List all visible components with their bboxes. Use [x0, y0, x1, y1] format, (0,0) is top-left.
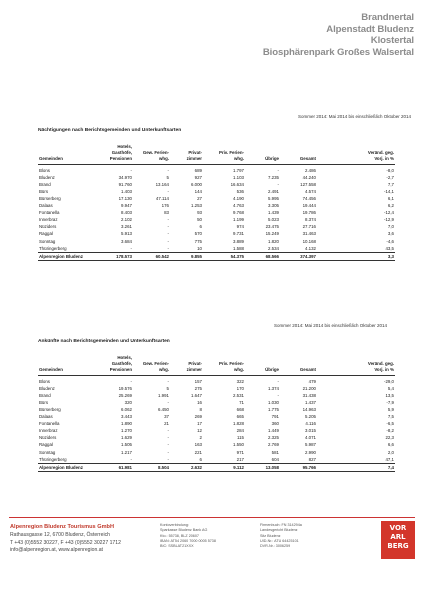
row-gemeinde: Thüringerberg — [39, 456, 67, 462]
row-value: 1.550 — [233, 442, 244, 448]
row-value: -12,4 — [383, 210, 394, 216]
row-value: 1.449 — [268, 428, 279, 434]
table-row — [38, 223, 395, 230]
row-value: 1.797 — [233, 167, 244, 173]
col-gew-ferienwhg: Gew. Ferien- whg. — [133, 355, 170, 375]
row-value: 1.647 — [191, 392, 202, 398]
total-value: 61.981 — [96, 463, 133, 471]
row-value: - — [167, 245, 169, 251]
row-value: 1.403 — [121, 188, 132, 194]
row-value: - — [167, 238, 169, 244]
row-value: 3.261 — [121, 224, 132, 230]
table-row — [38, 195, 395, 202]
row-value: - — [167, 399, 169, 405]
row-value: 14.963 — [302, 406, 316, 412]
row-value: 1.253 — [191, 203, 202, 209]
row-value: 1.439 — [268, 210, 279, 216]
bank-line: IBAN: AT54 2060 7000 0005 5738 — [160, 538, 216, 543]
total-value: 95.766 — [280, 463, 317, 471]
row-gemeinde: Bürserberg — [39, 406, 61, 412]
row-value: 2.990 — [305, 449, 316, 455]
row-value: 2.486 — [305, 167, 316, 173]
row-value: 6,1 — [387, 195, 394, 201]
row-value: 275 — [194, 385, 202, 391]
row-value: -6,5 — [386, 421, 394, 427]
row-gemeinde: Sonntag — [39, 238, 56, 244]
row-value: 2.491 — [268, 188, 279, 194]
row-value: 7.235 — [268, 174, 279, 180]
row-value: 5,9 — [387, 406, 394, 412]
row-value: 23.475 — [265, 224, 279, 230]
row-value: 9.768 — [233, 210, 244, 216]
legal-line: DVR-Nr.: 3006259 — [260, 544, 291, 549]
row-value: 37 — [164, 414, 169, 420]
row-value: 115 — [237, 435, 244, 441]
bank-line: BIC: SSBLAT21XXX — [160, 544, 194, 549]
total-value: 178.573 — [96, 252, 133, 260]
footer-web-line: info@alpenregion.at, www.alpenregion.at — [10, 547, 103, 554]
footer-bank-info — [160, 523, 216, 549]
row-value: - — [167, 449, 169, 455]
period-label-1: Sommer 2014: Mai 2014 bis einschließlich Oktober 2014 — [297, 114, 411, 119]
row-value: - — [167, 231, 169, 237]
row-value: 21 — [164, 421, 169, 427]
row-value: 5.205 — [305, 414, 316, 420]
footer-address — [10, 532, 121, 555]
row-gemeinde: Raggal — [39, 442, 53, 448]
row-value: 7,5 — [387, 414, 394, 420]
row-value: 15.249 — [265, 231, 279, 237]
vorarlberg-logo: VOR ARL BERG — [381, 521, 415, 559]
row-value: 16 — [197, 399, 202, 405]
row-value: - — [167, 378, 169, 384]
row-gemeinde: Innerbraz — [39, 428, 58, 434]
row-value: 1.374 — [268, 385, 279, 391]
row-value: 536 — [236, 188, 244, 194]
col-veraenderung: Veränd. geg. Vorj. in % — [317, 144, 395, 164]
table-row — [38, 441, 395, 448]
row-value: 93 — [197, 210, 202, 216]
row-value: 3.443 — [121, 414, 132, 420]
row-value: 2.531 — [233, 392, 244, 398]
row-value: 5 — [166, 174, 169, 180]
row-value: 1.629 — [121, 435, 132, 441]
row-value: 8.403 — [121, 210, 132, 216]
section-title-1: Nächtigungen nach Berichtsgemeinden und Unterkunftsarten — [38, 128, 182, 133]
header-line-1: Brandnertal — [361, 12, 414, 23]
row-gemeinde: Raggal — [39, 231, 53, 237]
row-value: 43,5 — [385, 245, 394, 251]
legal-line: Firmenbuch: FN 314294a — [260, 523, 302, 527]
row-value: - — [277, 378, 279, 384]
table-total — [38, 252, 395, 260]
row-value: 13.164 — [155, 181, 169, 187]
col-uebrige: Übrige — [245, 355, 280, 375]
row-value: 775 — [194, 238, 202, 244]
bank-line: Kontoverbindung: — [160, 523, 189, 527]
row-value: 2,0 — [387, 449, 394, 455]
row-value: 217 — [236, 456, 244, 462]
row-value: - — [167, 428, 169, 434]
row-value: 689 — [194, 167, 202, 173]
total-value: 374.397 — [280, 252, 317, 260]
row-value: - — [130, 378, 132, 384]
row-value: 1.588 — [233, 245, 244, 251]
row-value: 570 — [194, 231, 202, 237]
row-value: - — [167, 456, 169, 462]
row-value: 50 — [197, 217, 202, 223]
col-uebrige: Übrige — [245, 144, 280, 164]
row-value: - — [277, 167, 279, 173]
row-value: 791 — [271, 414, 279, 420]
table-row — [38, 406, 395, 413]
total-value: 8.504 — [133, 463, 170, 471]
row-value: 8.374 — [305, 217, 316, 223]
row-value: 322 — [236, 378, 244, 384]
footer-legal-info — [260, 523, 302, 549]
col-hotels: Hotels, Gasthöfe, Pensionen — [96, 144, 133, 164]
row-value: - — [130, 456, 132, 462]
row-value: -4,6 — [386, 238, 394, 244]
col-gesamt: Gesamt — [280, 355, 317, 375]
table-row — [38, 245, 395, 253]
row-value: 1.820 — [268, 238, 279, 244]
row-value: 6,2 — [387, 203, 394, 209]
row-value: 31.438 — [302, 392, 316, 398]
row-value: - — [167, 167, 169, 173]
row-value: 269 — [194, 414, 202, 420]
total-row — [38, 252, 395, 260]
row-value: 6.450 — [158, 406, 169, 412]
footer-company: Alpenregion Bludenz Tourismus GmbH — [10, 524, 115, 530]
row-value: 176 — [161, 203, 169, 209]
row-value: 3.015 — [305, 428, 316, 434]
row-value: 47.114 — [155, 195, 169, 201]
table-row — [38, 174, 395, 181]
row-value: 12 — [197, 428, 202, 434]
table-row — [38, 449, 395, 456]
row-value: 170 — [236, 385, 244, 391]
row-value: 17 — [197, 421, 202, 427]
row-value: 2.325 — [268, 435, 279, 441]
table-row — [38, 456, 395, 464]
row-value: 360 — [271, 421, 279, 427]
row-value: - — [167, 188, 169, 194]
total-label: Alpenregion Bludenz — [38, 463, 96, 471]
row-gemeinde: Brand — [39, 392, 51, 398]
total-label: Alpenregion Bludenz — [38, 252, 96, 260]
row-value: 44.240 — [302, 174, 316, 180]
row-value: 1.775 — [268, 406, 279, 412]
row-value: 47,1 — [385, 456, 394, 462]
row-gemeinde: Bürs — [39, 188, 49, 194]
row-value: 10.168 — [302, 238, 316, 244]
row-value: - — [167, 217, 169, 223]
col-hotels: Hotels, Gasthöfe, Pensionen — [96, 355, 133, 375]
row-value: 604 — [271, 456, 279, 462]
row-gemeinde: Brand — [39, 181, 51, 187]
row-value: 6 — [199, 456, 202, 462]
total-value: 13.058 — [245, 463, 280, 471]
legal-line: Landesgericht Bludenz — [260, 528, 298, 533]
col-gew-ferienwhg: Gew. Ferien- whg. — [133, 144, 170, 164]
footer-divider — [9, 517, 415, 518]
row-value: 2 — [199, 435, 202, 441]
row-value: 1.270 — [121, 428, 132, 434]
row-value: 6.000 — [191, 181, 202, 187]
table-row — [38, 164, 395, 174]
bank-line: Sparkasse Bludenz Bank AG — [160, 528, 208, 533]
col-gemeinden: Gemeinden — [38, 144, 96, 164]
row-value: 1.505 — [121, 442, 132, 448]
row-value: 1.437 — [305, 399, 316, 405]
row-value: 4.132 — [305, 245, 316, 251]
row-value: 1.828 — [233, 421, 244, 427]
row-value: 581 — [271, 449, 279, 455]
table-row — [38, 427, 395, 434]
table-row — [38, 385, 395, 392]
row-value: 22,3 — [385, 435, 394, 441]
region-header — [263, 12, 414, 58]
row-value: -8,2 — [386, 428, 394, 434]
col-gesamt: Gesamt — [280, 144, 317, 164]
row-value: -2,7 — [386, 174, 394, 180]
row-value: 71 — [239, 399, 244, 405]
table-row — [38, 434, 395, 441]
row-gemeinde: Sonntag — [39, 449, 56, 455]
table-body — [38, 164, 395, 252]
row-value: 74.456 — [302, 195, 316, 201]
row-value: 34.970 — [118, 174, 132, 180]
row-value: 3,6 — [387, 231, 394, 237]
row-value: 19.786 — [302, 210, 316, 216]
row-value: 974 — [236, 224, 244, 230]
row-gemeinde: Bürserberg — [39, 195, 61, 201]
col-priv-ferienwhg: Priv. Ferien- whg. — [203, 144, 245, 164]
table-total — [38, 463, 395, 471]
header-line-3: Klostertal — [370, 35, 414, 47]
row-value: 4.116 — [305, 421, 316, 427]
total-value: 9.855 — [170, 252, 203, 260]
row-value: - — [167, 435, 169, 441]
row-value: 5 — [166, 385, 169, 391]
row-value: -12,9 — [383, 217, 394, 223]
col-priv-ferienwhg: Priv. Ferien- whg. — [203, 355, 245, 375]
row-value: 7,7 — [387, 181, 394, 187]
row-value: - — [277, 181, 279, 187]
row-value: 4.763 — [233, 203, 244, 209]
row-value: 17.130 — [118, 195, 132, 201]
col-privatzimmer: Privat- zimmer — [170, 355, 203, 375]
table-row — [38, 238, 395, 245]
table-row — [38, 399, 395, 406]
row-gemeinde: Dalaas — [39, 414, 53, 420]
col-gemeinden: Gemeinden — [38, 355, 96, 375]
row-value: 668 — [236, 406, 244, 412]
row-value: 4.190 — [233, 195, 244, 201]
row-value: 9.947 — [121, 203, 132, 209]
legal-line: UID-Nr.: ATU 64425101 — [260, 538, 299, 543]
bank-line: Kto.: 55738, BLZ 20607 — [160, 533, 199, 538]
row-value: 3.889 — [233, 238, 244, 244]
row-value: 221 — [194, 449, 202, 455]
row-gemeinde: Bürs — [39, 399, 49, 405]
row-value: 163 — [194, 442, 202, 448]
row-gemeinde: Thüringerberg — [39, 245, 67, 251]
row-value: - — [130, 245, 132, 251]
table-row — [38, 181, 395, 188]
row-gemeinde: Fontanella — [39, 210, 60, 216]
row-value: 971 — [236, 449, 244, 455]
row-value: 4.574 — [305, 188, 316, 194]
table-row — [38, 188, 395, 195]
row-value: 5.995 — [268, 195, 279, 201]
total-value: 7,4 — [317, 463, 395, 471]
table-row — [38, 413, 395, 420]
row-value: - — [277, 392, 279, 398]
row-value: 2.102 — [121, 217, 132, 223]
row-value: 1.991 — [158, 392, 169, 398]
total-value: 2.632 — [170, 463, 203, 471]
table-row — [38, 202, 395, 209]
row-value: 479 — [308, 378, 316, 384]
row-value: 827 — [308, 456, 316, 462]
row-value: - — [130, 167, 132, 173]
row-value: 27 — [197, 195, 202, 201]
row-value: -14,1 — [383, 188, 394, 194]
total-value: 54.375 — [203, 252, 245, 260]
row-value: 21.200 — [302, 385, 316, 391]
row-value: 83 — [164, 210, 169, 216]
overnight-stays-table — [38, 144, 395, 261]
section-title-2: Ankünfte nach Berichtsgemeinden und Unterkunftsarten — [38, 339, 170, 344]
row-value: 1.217 — [121, 449, 132, 455]
row-value: 4.071 — [305, 435, 316, 441]
row-value: 157 — [194, 378, 202, 384]
total-value: 3,3 — [317, 252, 395, 260]
row-value: -7,9 — [386, 399, 394, 405]
legal-line: Sitz Bludenz — [260, 533, 281, 538]
row-gemeinde: Fontanella — [39, 421, 60, 427]
row-gemeinde: Blons — [39, 378, 50, 384]
row-value: 144 — [194, 188, 202, 194]
row-value: 3.684 — [121, 238, 132, 244]
col-privatzimmer: Privat- zimmer — [170, 144, 203, 164]
row-value: 7,0 — [387, 224, 394, 230]
total-row — [38, 463, 395, 471]
row-value: 19.444 — [302, 203, 316, 209]
row-value: 5.023 — [268, 217, 279, 223]
row-value: 127.558 — [300, 181, 316, 187]
row-value: - — [167, 442, 169, 448]
table-row — [38, 375, 395, 385]
row-value: 6 — [199, 224, 202, 230]
row-value: 31.463 — [302, 231, 316, 237]
footer-phone-line: T +43 (0)5552 30227, F +43 (0)5552 30227 1712 — [10, 539, 121, 546]
row-value: 1.890 — [121, 421, 132, 427]
row-value: 665 — [236, 414, 244, 420]
row-value: 9.731 — [233, 231, 244, 237]
row-gemeinde: Dalaas — [39, 203, 53, 209]
table-row — [38, 209, 395, 216]
row-gemeinde: Innerbraz — [39, 217, 58, 223]
row-value: 16.634 — [230, 181, 244, 187]
row-value: 10 — [197, 245, 202, 251]
row-value: 1.030 — [268, 399, 279, 405]
footer-address-line: Rathausgasse 12, 6700 Bludenz, Österreich — [10, 532, 110, 538]
row-gemeinde: Nüziders — [39, 224, 57, 230]
row-value: -8,0 — [386, 167, 394, 173]
table-body — [38, 375, 395, 463]
arrivals-table — [38, 355, 395, 472]
header-line-2: Alpenstadt Bludenz — [326, 23, 414, 35]
period-label-2: Sommer 2014: Mai 2014 bis einschließlich Oktober 2014 — [273, 323, 387, 328]
row-value: 1.199 — [233, 217, 244, 223]
total-value: 9.112 — [203, 463, 245, 471]
row-value: 91.760 — [118, 181, 132, 187]
row-gemeinde: Bludenz — [39, 174, 55, 180]
table-row — [38, 230, 395, 237]
row-value: 19.576 — [118, 385, 132, 391]
table-row — [38, 420, 395, 427]
row-value: 3.305 — [268, 203, 279, 209]
row-value: 2.769 — [268, 442, 279, 448]
row-value: -29,0 — [383, 378, 394, 384]
row-value: 2.534 — [268, 245, 279, 251]
row-value: 5,4 — [387, 385, 394, 391]
row-value: 8 — [199, 406, 202, 412]
row-value: - — [167, 224, 169, 230]
row-value: 5.987 — [305, 442, 316, 448]
row-value: 25.269 — [118, 392, 132, 398]
total-value: 60.542 — [133, 252, 170, 260]
row-value: 13,5 — [385, 392, 394, 398]
row-value: 927 — [194, 174, 202, 180]
header-line-4: Biosphärenpark Großes Walsertal — [262, 46, 414, 58]
row-gemeinde: Blons — [39, 167, 50, 173]
row-value: 1.103 — [233, 174, 244, 180]
row-value: 27.716 — [302, 224, 316, 230]
table-row — [38, 392, 395, 399]
table-row — [38, 216, 395, 223]
row-gemeinde: Bludenz — [39, 385, 55, 391]
total-value: 68.566 — [245, 252, 280, 260]
row-value: 5.913 — [121, 231, 132, 237]
row-value: 320 — [124, 399, 132, 405]
row-value: 6.062 — [121, 406, 132, 412]
row-value: 284 — [236, 428, 244, 434]
col-veraenderung: Veränd. geg. Vorj. in % — [317, 355, 395, 375]
row-gemeinde: Nüziders — [39, 435, 57, 441]
row-value: 6,6 — [387, 442, 394, 448]
